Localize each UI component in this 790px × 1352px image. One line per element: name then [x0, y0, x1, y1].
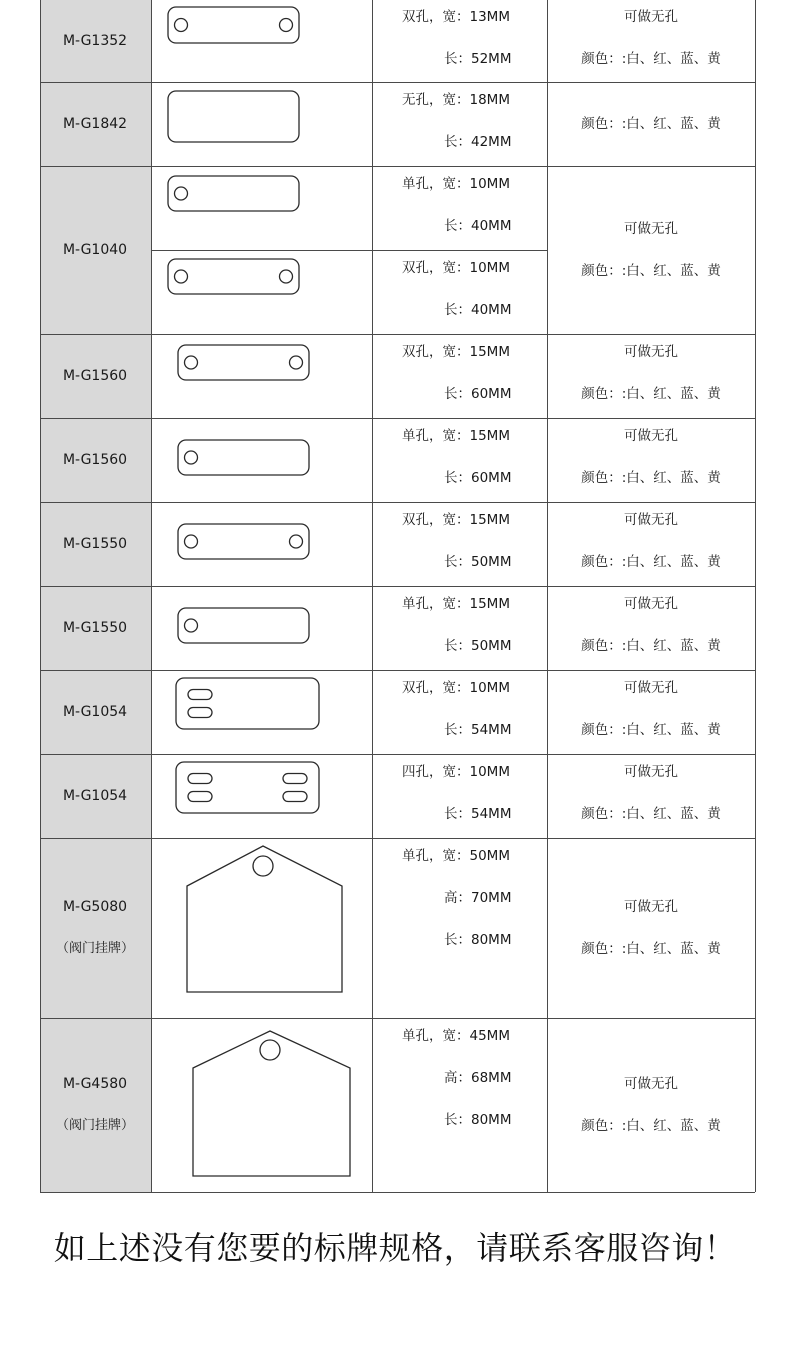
- spec-line: 长：40MM: [444, 218, 512, 234]
- column-border: [372, 0, 373, 1192]
- spec-line: 单孔，宽：10MM: [402, 176, 510, 192]
- row-border: [547, 418, 755, 419]
- row-border: [547, 166, 755, 167]
- color-options: 颜色：:白、红、蓝、黄: [581, 470, 721, 486]
- model-note: （阀门挂牌）: [55, 1118, 134, 1133]
- model-number: M-G1560: [62, 368, 128, 384]
- row-border: [151, 1192, 547, 1193]
- color-options: 颜色：:白、红、蓝、黄: [581, 1118, 721, 1134]
- spec-line: 双孔，宽：10MM: [402, 680, 510, 696]
- spec-line: 单孔，宽：50MM: [402, 848, 510, 864]
- spec-line: 长：40MM: [444, 302, 512, 318]
- finish-option: 可做无孔: [624, 512, 678, 528]
- spec-line: 无孔，宽：18MM: [402, 92, 510, 108]
- row-border: [547, 1192, 755, 1193]
- row-border: [151, 670, 547, 671]
- column-border: [40, 0, 41, 1192]
- spec-line: 双孔，宽：13MM: [402, 9, 510, 25]
- spec-line: 双孔，宽：15MM: [402, 512, 510, 528]
- model-number: M-G1040: [62, 242, 128, 258]
- row-border: [40, 166, 151, 167]
- row-border: [547, 82, 755, 83]
- color-options: 颜色：:白、红、蓝、黄: [581, 554, 721, 570]
- color-options: 颜色：:白、红、蓝、黄: [581, 116, 721, 132]
- model-number: M-G1550: [62, 620, 128, 636]
- row-border: [151, 586, 547, 587]
- spec-line: 单孔，宽：15MM: [402, 428, 510, 444]
- spec-line: 长：50MM: [444, 638, 512, 654]
- finish-option: 可做无孔: [624, 344, 678, 360]
- row-border: [40, 838, 151, 839]
- spec-line: 高：68MM: [444, 1070, 512, 1086]
- row-border: [40, 82, 151, 83]
- model-number: M-G1054: [62, 704, 128, 720]
- finish-option: 可做无孔: [624, 9, 678, 25]
- model-number: M-G1054: [62, 788, 128, 804]
- spec-line: 长：52MM: [444, 51, 512, 67]
- spec-line: 长：80MM: [444, 1112, 512, 1128]
- model-note: （阀门挂牌）: [55, 941, 134, 956]
- spec-line: 四孔，宽：10MM: [402, 764, 510, 780]
- row-border: [40, 334, 151, 335]
- color-options: 颜色：:白、红、蓝、黄: [581, 263, 721, 279]
- spec-line: 长：60MM: [444, 470, 512, 486]
- spec-line: 长：80MM: [444, 932, 512, 948]
- model-number: M-G1352: [62, 33, 128, 49]
- row-border: [151, 418, 547, 419]
- row-border: [151, 754, 547, 755]
- model-number: M-G4580: [62, 1076, 128, 1092]
- column-border: [755, 0, 756, 1192]
- column-border: [151, 0, 152, 1192]
- model-cell-bg: [40, 1018, 151, 1192]
- row-border: [151, 250, 547, 251]
- row-border: [151, 1018, 547, 1019]
- spec-line: 双孔，宽：15MM: [402, 344, 510, 360]
- spec-line: 单孔，宽：15MM: [402, 596, 510, 612]
- spec-line: 长：50MM: [444, 554, 512, 570]
- row-border: [40, 586, 151, 587]
- spec-line: 单孔，宽：45MM: [402, 1028, 510, 1044]
- finish-option: 可做无孔: [624, 764, 678, 780]
- row-border: [547, 838, 755, 839]
- row-border: [40, 1018, 151, 1019]
- spec-line: 高：70MM: [444, 890, 512, 906]
- row-border: [547, 1018, 755, 1019]
- color-options: 颜色：:白、红、蓝、黄: [581, 51, 721, 67]
- row-border: [40, 754, 151, 755]
- row-border: [40, 418, 151, 419]
- row-border: [151, 502, 547, 503]
- row-border: [547, 586, 755, 587]
- row-border: [547, 502, 755, 503]
- row-border: [40, 502, 151, 503]
- row-border: [547, 334, 755, 335]
- contact-note: 如上述没有您要的标牌规格，请联系客服咨询！: [53, 1229, 737, 1267]
- spec-line: 长：42MM: [444, 134, 512, 150]
- color-options: 颜色：:白、红、蓝、黄: [581, 941, 721, 957]
- row-border: [151, 838, 547, 839]
- model-number: M-G1550: [62, 536, 128, 552]
- finish-option: 可做无孔: [624, 680, 678, 696]
- row-border: [547, 754, 755, 755]
- row-border: [151, 166, 547, 167]
- finish-option: 可做无孔: [624, 428, 678, 444]
- row-border: [40, 1192, 151, 1193]
- spec-line: 长：54MM: [444, 806, 512, 822]
- color-options: 颜色：:白、红、蓝、黄: [581, 722, 721, 738]
- row-border: [547, 670, 755, 671]
- finish-option: 可做无孔: [624, 1076, 678, 1092]
- model-number: M-G1560: [62, 452, 128, 468]
- model-cell-bg: [40, 838, 151, 1018]
- finish-option: 可做无孔: [624, 596, 678, 612]
- spec-line: 长：54MM: [444, 722, 512, 738]
- color-options: 颜色：:白、红、蓝、黄: [581, 386, 721, 402]
- row-border: [151, 82, 547, 83]
- model-number: M-G5080: [62, 899, 128, 915]
- color-options: 颜色：:白、红、蓝、黄: [581, 638, 721, 654]
- finish-option: 可做无孔: [624, 899, 678, 915]
- row-border: [151, 334, 547, 335]
- model-number: M-G1842: [62, 116, 128, 132]
- finish-option: 可做无孔: [624, 221, 678, 237]
- color-options: 颜色：:白、红、蓝、黄: [581, 806, 721, 822]
- row-border: [40, 670, 151, 671]
- spec-line: 长：60MM: [444, 386, 512, 402]
- spec-line: 双孔，宽：10MM: [402, 260, 510, 276]
